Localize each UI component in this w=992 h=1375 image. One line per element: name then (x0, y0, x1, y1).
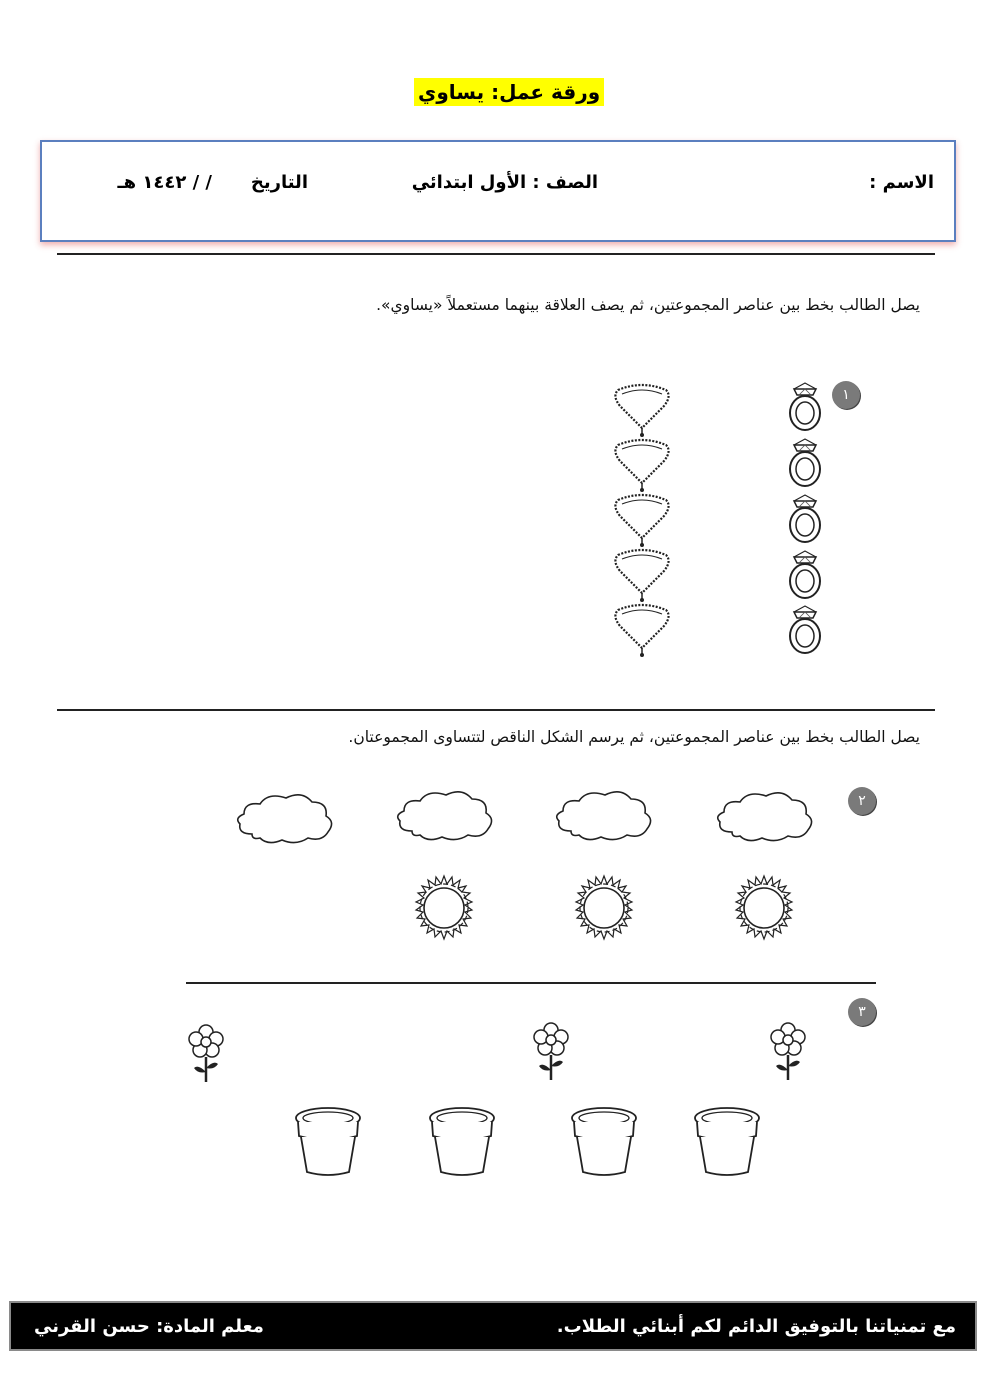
cloud-icon (712, 788, 816, 846)
worksheet-title: ورقة عمل: يساوي (414, 78, 604, 106)
exercise-2-number: ٢ (848, 787, 876, 815)
exercise-1-instruction: يصل الطالب بخط بين عناصر المجموعتين، ثم يصف العلاقة بينهما مستعملاً «يساوي». (376, 296, 920, 314)
footer-wish: مع تمنياتنا بالتوفيق الدائم لكم أبنائي الطلاب. (556, 1316, 956, 1337)
sun-icon (410, 874, 478, 942)
exercise-1-number: ١ (832, 381, 860, 409)
ring-icon (785, 549, 825, 601)
divider (57, 709, 935, 711)
ring-icon (785, 437, 825, 489)
footer-teacher: معلم المادة: حسن القرني (34, 1316, 264, 1337)
ring-icon (785, 604, 825, 656)
flower-icon (768, 1020, 808, 1082)
necklace-icon (612, 602, 672, 658)
date-value: / / ١٤٤٢ هـ (117, 172, 212, 193)
cloud-icon (232, 790, 336, 848)
ring-icon (785, 493, 825, 545)
sun-icon (570, 874, 638, 942)
necklace-icon (612, 547, 672, 603)
exercise-3-number: ٣ (848, 998, 876, 1026)
exercise-2-instruction: يصل الطالب بخط بين عناصر المجموعتين، ثم يرسم الشكل الناقص لتتساوى المجموعتان. (348, 728, 920, 746)
name-label: الاسم : (869, 172, 934, 193)
cloud-icon (551, 787, 655, 845)
flowerpot-icon (571, 1106, 637, 1180)
flowerpot-icon (429, 1106, 495, 1180)
necklace-icon (612, 437, 672, 493)
flower-icon (531, 1020, 571, 1082)
date-label: التاريخ (250, 172, 308, 193)
necklace-icon (612, 382, 672, 438)
sun-icon (730, 874, 798, 942)
divider (57, 253, 935, 255)
divider (186, 982, 876, 984)
ring-icon (785, 381, 825, 433)
grade-label: الصف : الأول ابتدائي (411, 172, 598, 193)
flowerpot-icon (694, 1106, 760, 1180)
cloud-icon (392, 787, 496, 845)
flowerpot-icon (295, 1106, 361, 1180)
necklace-icon (612, 492, 672, 548)
flower-icon (186, 1022, 226, 1084)
